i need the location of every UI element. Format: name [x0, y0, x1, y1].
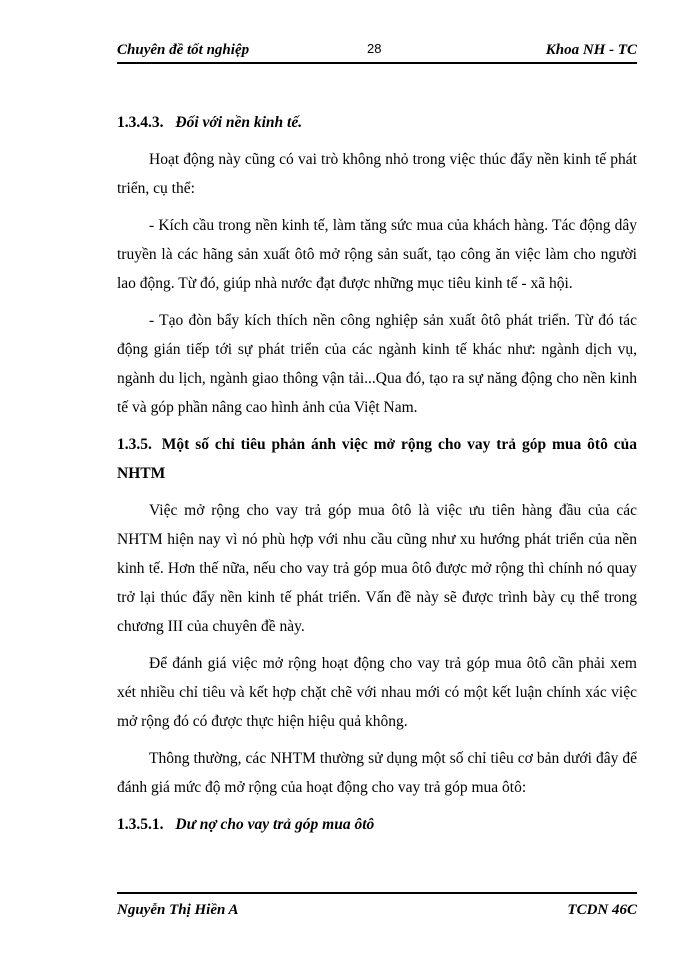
- paragraph-bullet-1: - Kích cầu trong nền kinh tế, làm tăng sức mua của khách hàng. Tác động dây truyền là các hãng sản xuất ôtô mở rộng sản suất, tạo công ăn việc làm cho người lao động. Từ đó, giúp nhà nước đạt được những mục tiêu kinh tế - xã hội.: [117, 217, 637, 292]
- header-department: Khoa NH - TC: [545, 42, 637, 58]
- heading-1-3-5-1: [117, 810, 637, 839]
- heading-number: 1.3.5.1.: [117, 816, 164, 833]
- paragraph-intro: Hoạt động này cũng có vai trò không nhỏ trong việc thúc đẩy nền kinh tế phát triển, cụ thể:: [117, 151, 637, 197]
- heading-number: 1.3.4.3.: [117, 114, 164, 131]
- heading-number: 1.3.5.: [117, 436, 152, 453]
- page-number: 28: [367, 41, 382, 56]
- paragraph-evaluation: Để đánh giá việc mở rộng hoạt động cho vay trả góp mua ôtô cần phải xem xét nhiều chỉ tiêu và kết hợp chặt chẽ với nhau mới có một kết luận chính xác việc mở rộng đó có được thực hiện hiệu quả không.: [117, 655, 637, 730]
- heading-title: Một số chỉ tiêu phản ánh việc mở rộng cho vay trả góp mua ôtô của NHTM: [117, 436, 637, 482]
- paragraph-bullet-2: - Tạo đòn bẩy kích thích nền công nghiệp sản xuất ôtô phát triển. Từ đó tác động gián tiếp tới sự phát triển của các ngành kinh tế khác như: ngành dịch vụ, ngành du lịch, ngành giao thông vận tải...Qua đó, tạo ra sự năng động cho nền kinh tế và góp phần nâng cao hình ảnh của Việt Nam.: [117, 312, 637, 416]
- page-body: [117, 108, 637, 839]
- heading-1-3-4-3: [117, 108, 637, 137]
- paragraph-expansion: Việc mở rộng cho vay trả góp mua ôtô là việc ưu tiên hàng đầu của các NHTM hiện nay vì nó phù hợp với nhu cầu cũng như xu hướng phát triển của nền kinh tế. Hơn thế nữa, nếu cho vay trả góp mua ôtô được mở rộng thì chính nó quay trở lại thúc đẩy nền kinh tế phát triển. Vấn đề này sẽ được trình bày cụ thể trong chương III của chuyên đề này.: [117, 502, 637, 635]
- page-footer: [117, 892, 637, 924]
- footer-class-code: TCDN 46C: [567, 902, 637, 918]
- footer-author: Nguyễn Thị Hiền A: [117, 902, 239, 918]
- header-document-title: Chuyên đề tốt nghiệp: [117, 42, 250, 58]
- heading-title: Dư nợ cho vay trả góp mua ôtô: [175, 816, 375, 833]
- page-header: [117, 38, 637, 64]
- paragraph-indicators: Thông thường, các NHTM thường sử dụng một số chỉ tiêu cơ bản dưới đây để đánh giá mức độ mở rộng của hoạt động cho vay trả góp mua ôtô:: [117, 750, 637, 796]
- heading-title: Đối với nền kinh tế.: [175, 114, 303, 131]
- heading-1-3-5: [117, 430, 637, 488]
